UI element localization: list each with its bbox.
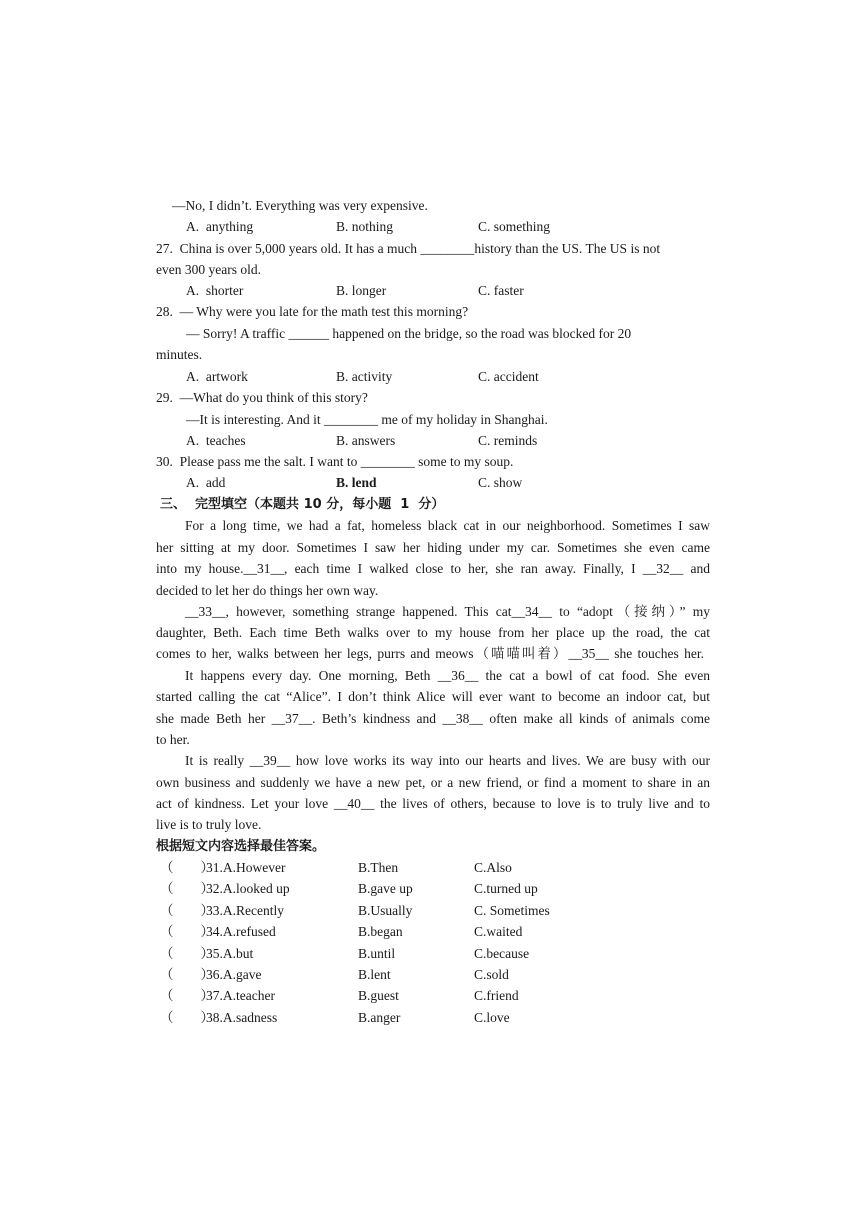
answer-option-a: 32.A.looked up (206, 881, 290, 896)
answer-option-c: C.friend (474, 988, 519, 1003)
q29-option-c: C. reminds (478, 433, 538, 448)
answer-option-b: B.until (358, 946, 396, 961)
passage-line: started calling the cat “Alice”. I don’t think Alice will ever want to become an indoor cat, but (156, 689, 710, 704)
answer-option-a: 31.A.However (206, 860, 286, 875)
q27-option-a: A. shorter (186, 283, 244, 298)
q30-line1: 30. Please pass me the salt. I want to ________ some to my soup. (156, 454, 514, 469)
passage-line: comes to her, walks between her legs, purrs and meows（喵喵叫着）__35__ she touches her. (156, 646, 704, 661)
passage-line: daughter, Beth. Each time Beth walks over to my house from her place up the road, the cat (156, 625, 710, 640)
q28-line2: — Sorry! A traffic ______ happened on the bridge, so the road was blocked for 20 (186, 326, 632, 341)
answer-paren: （ ） (160, 967, 214, 982)
answer-paren: （ ） (160, 881, 214, 896)
passage-line: own business and suddenly we have a new pet, or a new friend, or find a moment to share in an (156, 775, 710, 790)
q26-option-c: C. something (478, 219, 551, 234)
instruction-label: 根据短文内容选择最佳答案。 (156, 839, 326, 854)
answer-option-c: C.waited (474, 924, 523, 939)
answer-paren: （ ） (160, 1010, 214, 1025)
answer-option-b: B.Usually (358, 903, 413, 918)
q29-line1: 29. —What do you think of this story? (156, 390, 368, 405)
answer-option-c: C.because (474, 946, 530, 961)
answer-option-a: 37.A.teacher (206, 988, 275, 1003)
q27-line1: 27. China is over 5,000 years old. It has a much ________history than the US. The US is not (156, 241, 661, 256)
answer-option-b: B.guest (358, 988, 399, 1003)
answer-option-a: 38.A.sadness (206, 1010, 278, 1025)
answer-paren: （ ） (160, 860, 214, 875)
answer-option-b: B.lent (358, 967, 391, 982)
passage-line: she made Beth her __37__. Beth’s kindness and __38__ often make all kinds of animals come (156, 711, 710, 726)
q29-option-a: A. teaches (186, 433, 246, 448)
passage-line: into my house.__31__, each time I walked close to her, she ran away. Finally, I __32__ and (156, 561, 710, 576)
q30-option-b: B. lend (336, 475, 377, 490)
answer-option-c: C.sold (474, 967, 509, 982)
q28-line3: minutes. (156, 347, 203, 362)
answer-paren: （ ） (160, 924, 214, 939)
q28-option-b: B. activity (336, 369, 393, 384)
q27-option-b: B. longer (336, 283, 387, 298)
answer-paren: （ ） (160, 988, 214, 1003)
answer-option-c: C. Sometimes (474, 903, 550, 918)
q28-line1: 28. — Why were you late for the math test this morning? (156, 304, 469, 319)
q26-option-a: A. anything (186, 219, 254, 234)
passage-line: her sitting at my door. Sometimes I saw her hiding under my car. Sometimes she even came (156, 540, 710, 555)
answer-option-b: B.began (358, 924, 403, 939)
section-heading: 三、 完型填空（本题共 10 分，每小题 1 分） (160, 497, 445, 512)
answer-option-c: C.turned up (474, 881, 538, 896)
q28-option-a: A. artwork (186, 369, 248, 384)
q26-dialog: —No, I didn’t. Everything was very expensive. (172, 198, 428, 213)
passage-line: act of kindness. Let your love __40__ the lives of others, because to love is to truly live and to (156, 796, 710, 811)
answer-option-a: 33.A.Recently (206, 903, 284, 918)
answer-option-b: B.gave up (358, 881, 413, 896)
passage-line: to her. (156, 732, 190, 747)
q30-option-c: C. show (478, 475, 523, 490)
q29-line2: —It is interesting. And it ________ me of my holiday in Shanghai. (186, 412, 548, 427)
answer-option-b: B.anger (358, 1010, 401, 1025)
answer-option-b: B.Then (358, 860, 399, 875)
passage-line: For a long time, we had a fat, homeless black cat in our neighborhood. Sometimes I saw (185, 518, 710, 533)
answer-option-c: C.love (474, 1010, 510, 1025)
passage-line: live is to truly love. (156, 817, 262, 832)
q29-option-b: B. answers (336, 433, 396, 448)
q27-line2: even 300 years old. (156, 262, 261, 277)
answer-paren: （ ） (160, 946, 214, 961)
q26-option-b: B. nothing (336, 219, 394, 234)
passage-line: decided to let her do things her own way. (156, 583, 379, 598)
q27-option-c: C. faster (478, 283, 524, 298)
passage-line: __33__, however, something strange happened. This cat__34__ to “adopt（接纳）” my (185, 604, 710, 619)
passage-line: It is really __39__ how love works its way into our hearts and lives. We are busy with our (185, 753, 710, 768)
answer-option-a: 36.A.gave (206, 967, 262, 982)
answer-paren: （ ） (160, 903, 214, 918)
answer-option-a: 34.A.refused (206, 924, 276, 939)
q30-option-a: A. add (186, 475, 226, 490)
answer-option-c: C.Also (474, 860, 512, 875)
passage-line: It happens every day. One morning, Beth __36__ the cat a bowl of cat food. She even (185, 668, 710, 683)
q28-option-c: C. accident (478, 369, 539, 384)
answer-option-a: 35.A.but (206, 946, 254, 961)
